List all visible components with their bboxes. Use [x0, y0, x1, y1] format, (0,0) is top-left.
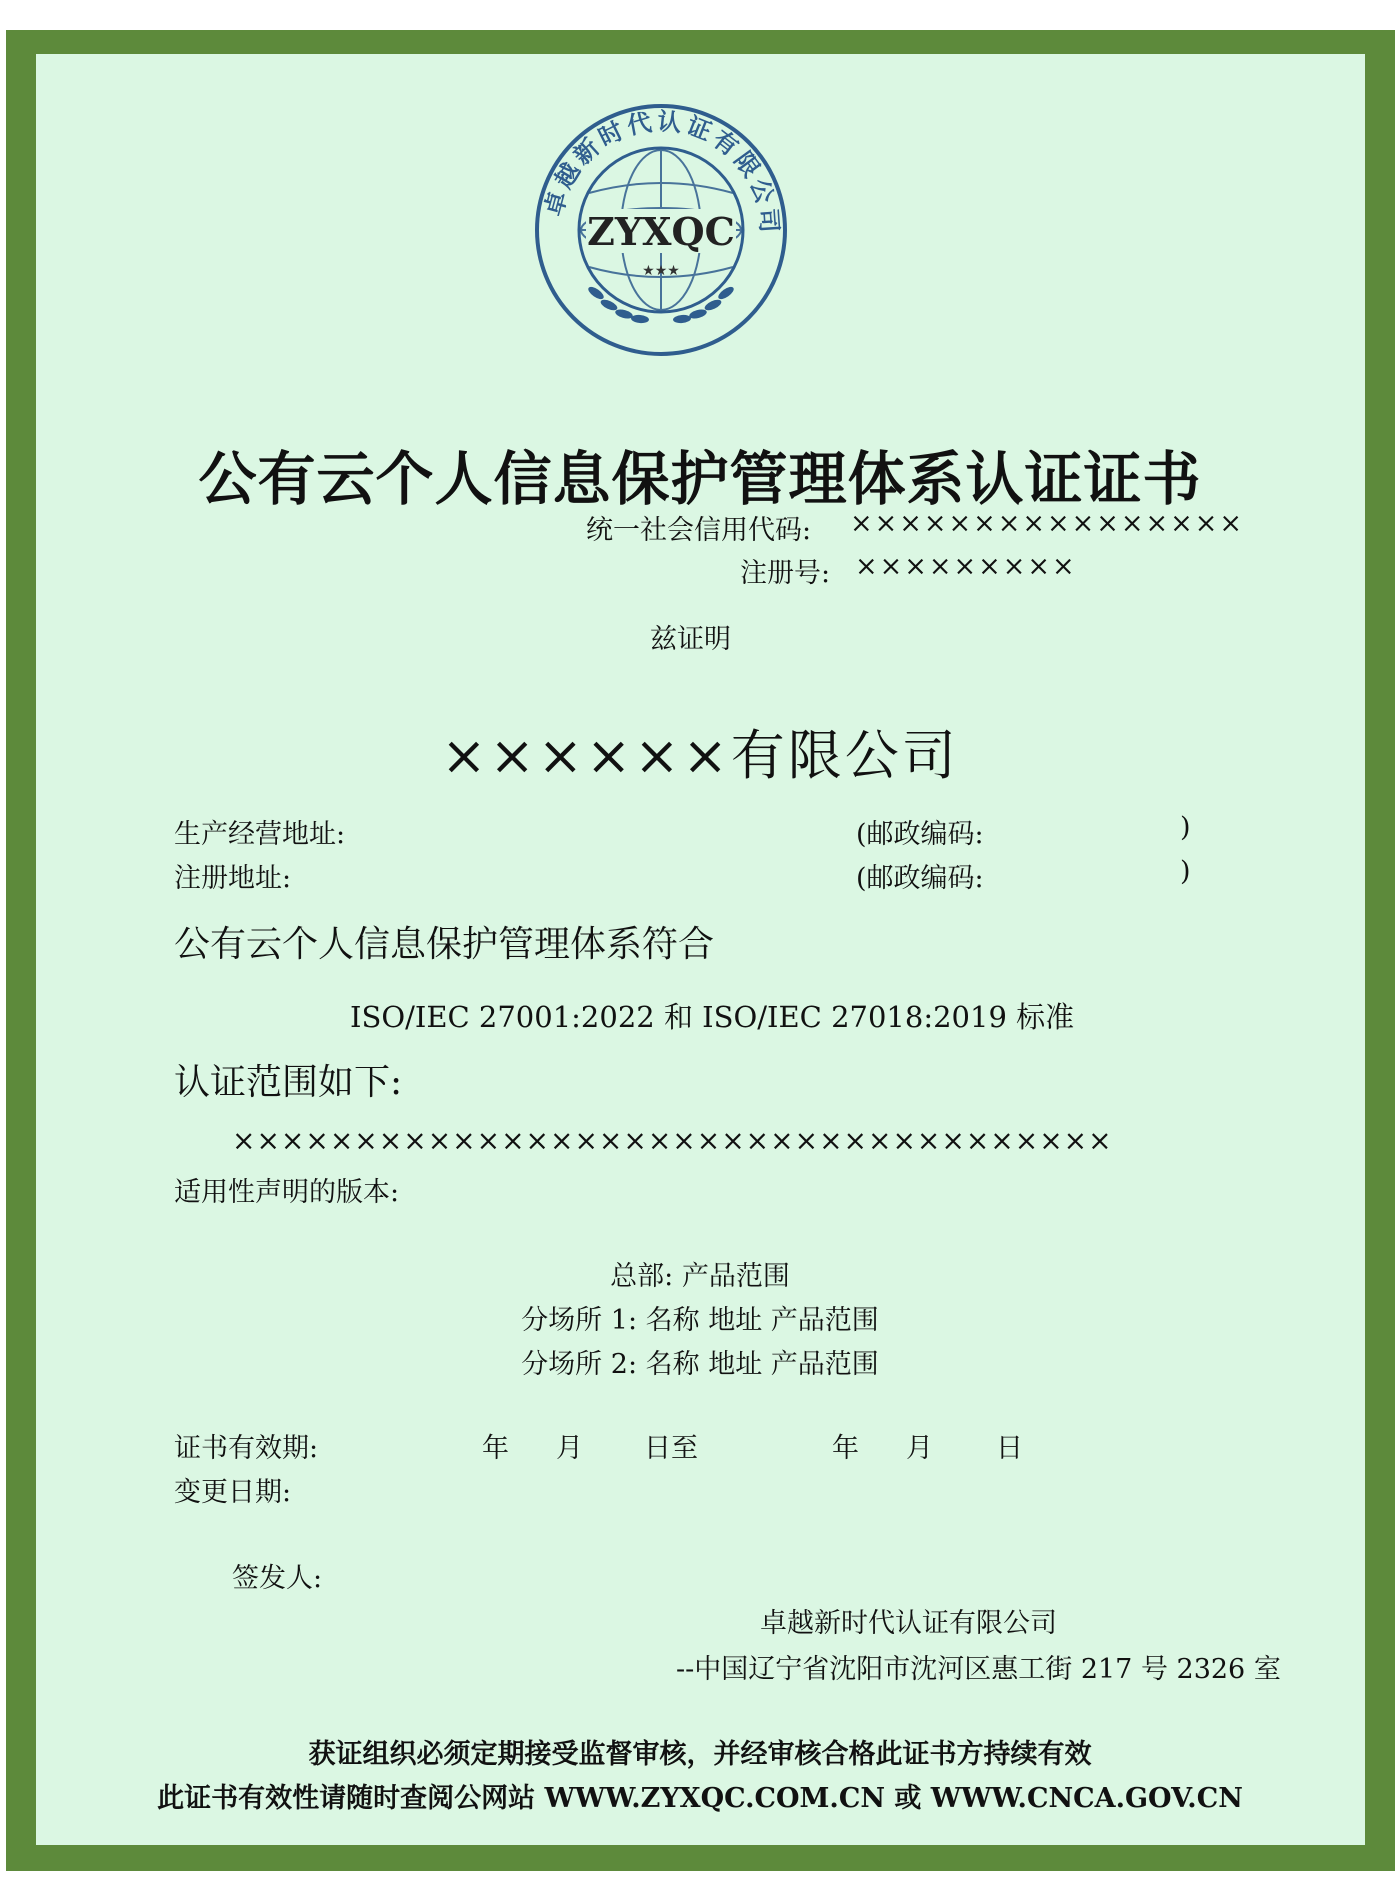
registration-no-value: ××××××××× [855, 551, 1077, 582]
change-date-label: 变更日期: [174, 1477, 292, 1508]
seal-stars: ★★★ [642, 263, 680, 279]
site-branch-1: 分场所 1: 名称 地址 产品范围 [521, 1305, 879, 1336]
company-seal-logo [534, 103, 788, 357]
soa-version-label: 适用性声明的版本: [174, 1177, 400, 1208]
certificate-title: 公有云个人信息保护管理体系认证证书 [198, 445, 1202, 513]
validity-start-year: 年 [482, 1433, 509, 1464]
credit-code-label: 统一社会信用代码: [586, 515, 812, 546]
validity-end-month: 月 [906, 1433, 933, 1464]
production-postal-code-label: (邮政编码: [856, 819, 984, 850]
standards-text: ISO/IEC 27001:2022 和 ISO/IEC 27018:2019 标准 [350, 1000, 1075, 1034]
scope-placeholder: ×××××××××××××××××××××××××××××××××××× [232, 1124, 1113, 1157]
validity-start-month: 月 [556, 1433, 583, 1464]
validity-label: 证书有效期: [174, 1433, 319, 1464]
issuer-address: --中国辽宁省沈阳市沈河区惠工街 217 号 2326 室 [676, 1654, 1281, 1685]
validity-end-day: 日 [996, 1433, 1023, 1464]
production-address-label: 生产经营地址: [174, 819, 346, 850]
conformity-text: 公有云个人信息保护管理体系符合 [174, 924, 715, 965]
registered-address-label: 注册地址: [174, 863, 292, 894]
validity-start-day: 日至 [644, 1433, 698, 1464]
seal-abbreviation: ZYXQC [587, 209, 735, 254]
issuer-company: 卓越新时代认证有限公司 [760, 1608, 1057, 1639]
registered-postal-code-label: (邮政编码: [856, 863, 984, 894]
validity-end-year: 年 [832, 1433, 859, 1464]
credit-code-value: ×××××××××××××××× [850, 508, 1244, 539]
seal-ring-text: 卓越新时代认证有限公司 [538, 106, 785, 238]
production-postal-code-close: ) [1180, 812, 1191, 843]
issuer-label: 签发人: [232, 1563, 323, 1594]
footer-line-2: 此证书有效性请随时查阅公网站 WWW.ZYXQC.COM.CN 或 WWW.CNCA.GOV.CN [157, 1783, 1243, 1814]
scope-heading: 认证范围如下: [174, 1062, 403, 1103]
company-name: ××××××有限公司 [441, 724, 959, 787]
registration-no-label: 注册号: [740, 558, 831, 589]
registered-postal-code-close: ) [1180, 856, 1191, 887]
footer-line-1: 获证组织必须定期接受监督审核，并经审核合格此证书方持续有效 [308, 1739, 1092, 1770]
site-branch-2: 分场所 2: 名称 地址 产品范围 [521, 1349, 879, 1380]
certify-text: 兹证明 [650, 624, 731, 655]
site-headquarters: 总部: 产品范围 [610, 1261, 790, 1292]
